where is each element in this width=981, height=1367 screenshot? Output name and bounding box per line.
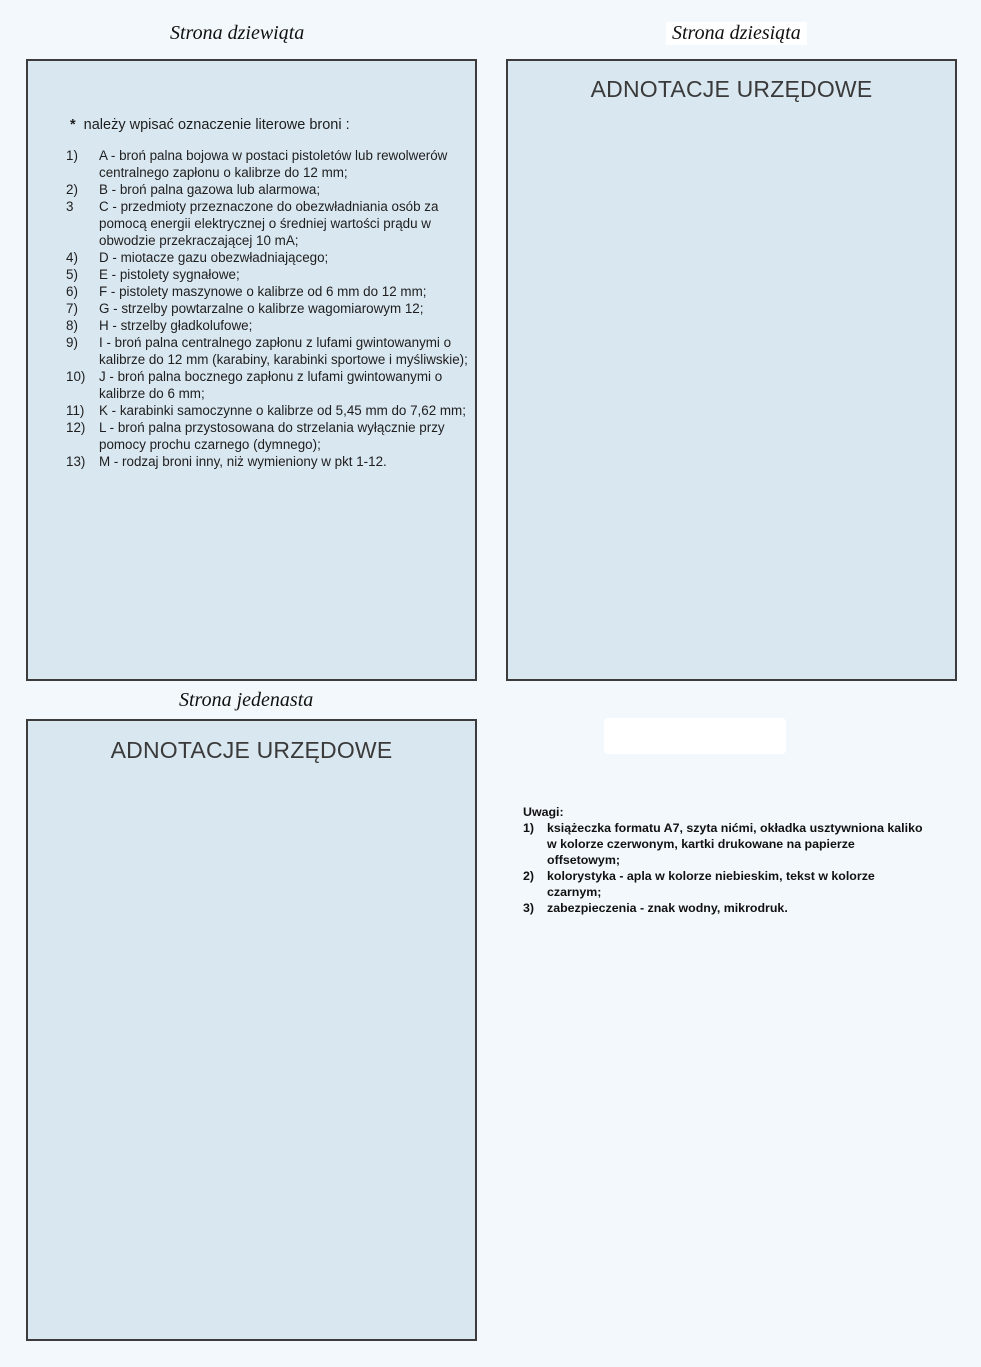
list-item-text: F - pistolety maszynowe o kalibrze od 6 mm do 12 mm;	[99, 284, 427, 299]
list-item-text: kolorystyka - apla w kolorze niebieskim, tekst w kolorze czarnym;	[547, 869, 875, 899]
list-item-number: 1)	[523, 821, 535, 835]
weapon-category-list	[66, 147, 470, 470]
list-item	[66, 402, 470, 419]
list-item-number: 8)	[66, 318, 78, 333]
list-item-number: 9)	[66, 335, 78, 350]
list-item	[66, 198, 470, 249]
list-item-text: M - rodzaj broni inny, niż wymieniony w pkt 1-12.	[99, 454, 387, 469]
blank-patch	[604, 718, 786, 754]
list-item	[66, 283, 470, 300]
asterisk-marker: *	[70, 117, 76, 133]
list-item	[66, 147, 470, 181]
list-item-number: 3	[66, 199, 74, 214]
list-item-text: książeczka formatu A7, szyta nićmi, okładka usztywniona kaliko w kolorze czerwonym, kartki drukowane na papierze offsetowym;	[547, 821, 923, 867]
page-label-eleven: Strona jedenasta	[179, 689, 314, 711]
list-item-number: 3)	[523, 901, 535, 915]
list-item	[66, 249, 470, 266]
list-item-number: 2)	[523, 869, 535, 883]
list-item-number: 2)	[66, 182, 78, 197]
list-item	[66, 317, 470, 334]
list-item-text: C - przedmioty przeznaczone do obezwładniania osób za pomocą energii elektrycznej o średniej wartości prądu w obwodzie przekraczającej 10 mA;	[99, 199, 439, 248]
list-item-text: G - strzelby powtarzalne o kalibrze wagomiarowym 12;	[99, 301, 424, 316]
list-item-text: J - broń palna bocznego zapłonu z lufami gwintowanymi o kalibrze do 6 mm;	[99, 369, 443, 401]
list-item-number: 10)	[66, 369, 86, 384]
list-item	[66, 419, 470, 453]
remarks-section	[523, 804, 923, 916]
list-item	[66, 368, 470, 402]
list-item-text: H - strzelby gładkolufowe;	[99, 318, 253, 333]
list-item-text: K - karabinki samoczynne o kalibrze od 5,45 mm do 7,62 mm;	[99, 403, 466, 418]
list-item-text: zabezpieczenia - znak wodny, mikrodruk.	[547, 901, 788, 915]
remarks-list	[523, 820, 923, 916]
list-item-text: D - miotacze gazu obezwładniającego;	[99, 250, 329, 265]
list-item-number: 1)	[66, 148, 78, 163]
list-item	[523, 900, 923, 916]
list-item	[66, 181, 470, 198]
page-eleven-panel	[26, 719, 477, 1341]
list-item	[523, 868, 923, 900]
page-ten-panel	[506, 59, 957, 681]
list-item-text: L - broń palna przystosowana do strzelania wyłącznie przy pomocy prochu czarnego (dymnego);	[99, 420, 445, 452]
list-item	[66, 334, 470, 368]
list-item-number: 13)	[66, 454, 86, 469]
remarks-title: Uwagi:	[523, 805, 564, 819]
list-item	[66, 453, 470, 470]
page-nine-panel	[26, 59, 477, 681]
page-label-nine: Strona dziewiąta	[170, 22, 305, 44]
list-item	[66, 266, 470, 283]
list-item	[523, 820, 923, 868]
list-item-number: 6)	[66, 284, 78, 299]
list-item-number: 4)	[66, 250, 78, 265]
list-item-text: A - broń palna bojowa w postaci pistoletów lub rewolwerów centralnego zapłonu o kalibrze do 12 mm;	[99, 148, 448, 180]
list-item-number: 5)	[66, 267, 78, 282]
list-item-text: I - broń palna centralnego zapłonu z lufami gwintowanymi o kalibrze do 12 mm (karabiny, karabinki sportowe i myśliwskie);	[99, 335, 468, 367]
list-item-number: 11)	[66, 403, 85, 418]
official-annotations-heading: ADNOTACJE URZĘDOWE	[110, 737, 393, 763]
official-annotations-heading: ADNOTACJE URZĘDOWE	[590, 76, 873, 102]
list-item-number: 12)	[66, 420, 86, 435]
list-item-text: B - broń palna gazowa lub alarmowa;	[99, 182, 321, 197]
weapon-letter-note-text: należy wpisać oznaczenie literowe broni :	[83, 117, 350, 133]
list-item-text: E - pistolety sygnałowe;	[99, 267, 240, 282]
list-item-number: 7)	[66, 301, 78, 316]
list-item	[66, 300, 470, 317]
page-label-ten: Strona dziesiąta	[666, 22, 807, 45]
weapon-letter-note	[70, 117, 350, 133]
